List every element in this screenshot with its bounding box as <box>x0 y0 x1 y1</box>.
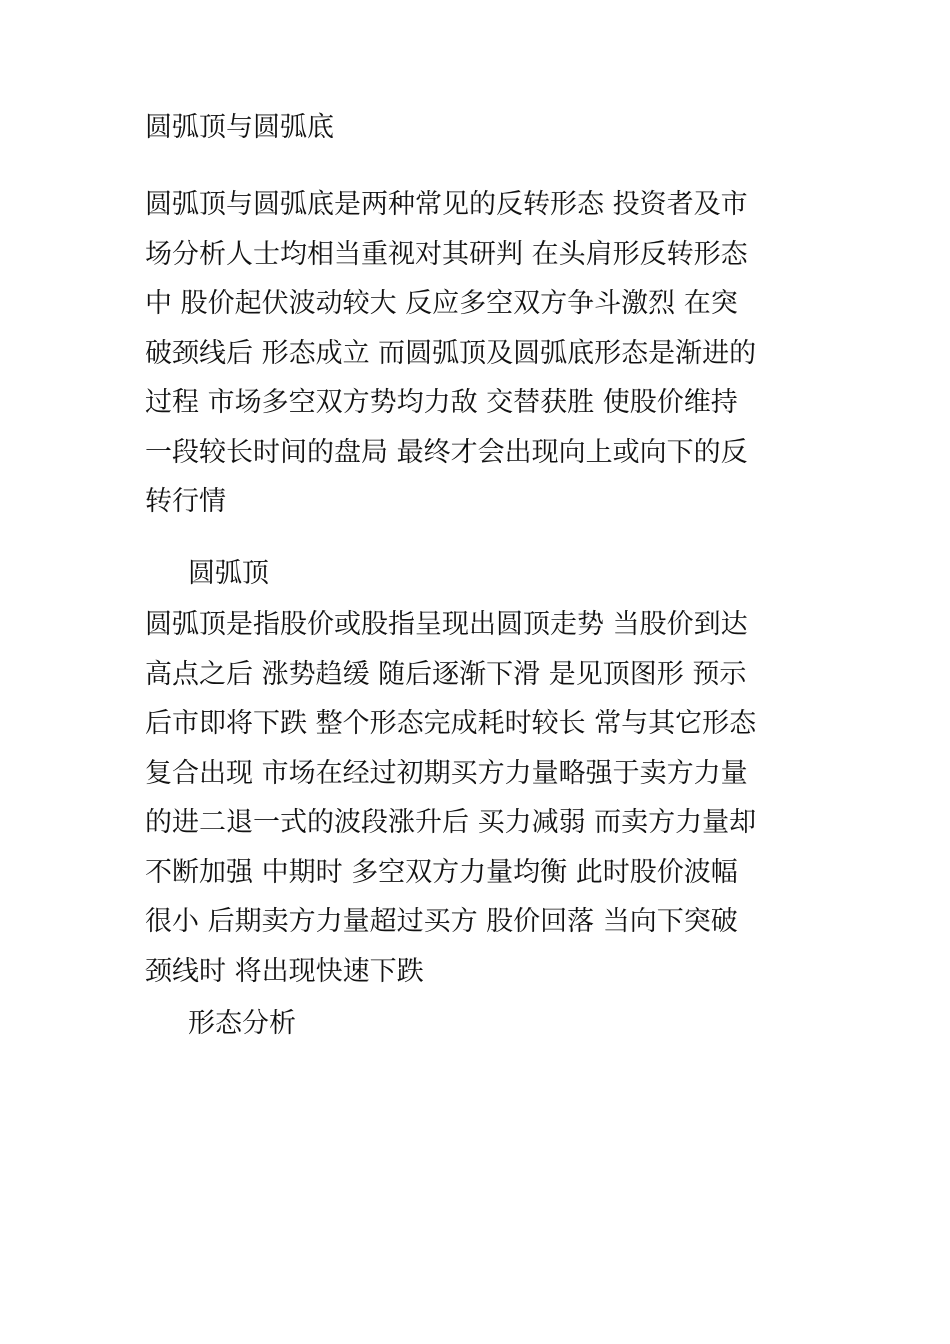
body-line: 的进二退一式的波段涨升后 买力减弱 而卖方力量却 <box>145 807 757 838</box>
body-line: 很小 后期卖方力量超过买方 股价回落 当向下突破 <box>145 906 738 937</box>
body-line: 圆弧顶是指股价或股指呈现出圆顶走势 当股价到达 <box>145 609 748 640</box>
intro-line: 过程 市场多空双方势均力敌 交替获胜 使股价维持 <box>145 387 738 418</box>
intro-line: 一段较长时间的盘局 最终才会出现向上或向下的反 <box>145 436 748 468</box>
section-heading-pattern-analysis: 形态分析 <box>188 1008 296 1039</box>
intro-line: 转行情 <box>145 486 226 517</box>
intro-paragraph <box>145 180 810 527</box>
section-heading-rounded-top: 圆弧顶 <box>188 558 269 589</box>
intro-line: 场分析人士均相当重视对其研判 在头肩形反转形态 <box>145 238 748 270</box>
body-line: 高点之后 涨势趋缓 随后逐渐下滑 是见顶图形 预示 <box>145 658 747 690</box>
intro-line: 圆弧顶与圆弧底是两种常见的反转形态 投资者及市 <box>145 189 748 220</box>
document-title: 圆弧顶与圆弧底 <box>145 112 334 143</box>
body-line: 颈线时 将出现快速下跌 <box>145 955 424 987</box>
intro-line: 中 股价起伏波动较大 反应多空双方争斗激烈 在突 <box>145 288 738 319</box>
body-line: 不断加强 中期时 多空双方力量均衡 此时股价波幅 <box>145 856 738 888</box>
rounded-top-paragraph <box>145 600 810 996</box>
intro-line: 破颈线后 形态成立 而圆弧顶及圆弧底形态是渐进的 <box>145 337 757 369</box>
body-line: 后市即将下跌 整个形态完成耗时较长 常与其它形态 <box>145 708 757 739</box>
body-line: 复合出现 市场在经过初期买方力量略强于卖方力量 <box>145 757 748 789</box>
